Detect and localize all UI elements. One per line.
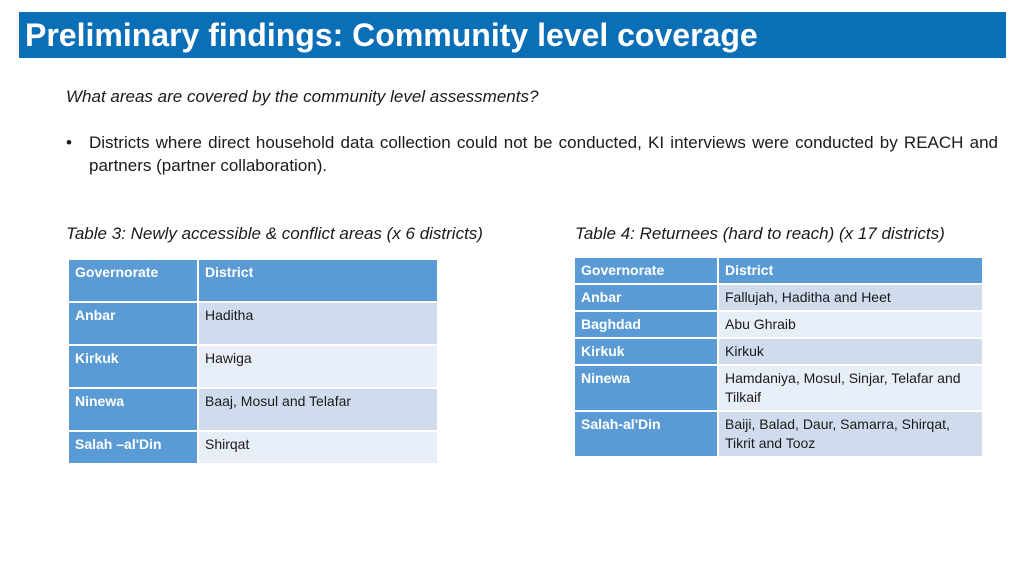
governorate-cell: Ninewa: [68, 388, 198, 431]
question-text: What areas are covered by the community level assessments?: [66, 87, 539, 106]
table-row: [68, 302, 438, 345]
header-district: District: [198, 259, 438, 302]
bullet-item: [66, 131, 998, 177]
table-row: [68, 345, 438, 388]
table4-caption: Table 4: Returnees (hard to reach) (x 17 districts): [575, 224, 945, 243]
district-cell: Hawiga: [198, 345, 438, 388]
table-row: [68, 388, 438, 431]
governorate-cell: Ninewa: [574, 365, 718, 411]
table-row: [574, 311, 983, 338]
bullet-text: Districts where direct household data collection could not be conducted, KI interviews were conducted by REACH and partners (partner collaboration).: [89, 133, 998, 175]
table-header-row: [574, 257, 983, 284]
page-title: Preliminary findings: Community level coverage: [25, 17, 758, 53]
table3-caption: Table 3: Newly accessible & conflict areas (x 6 districts): [66, 224, 483, 243]
header-governorate: Governorate: [574, 257, 718, 284]
governorate-cell: Anbar: [574, 284, 718, 311]
table-row: [68, 431, 438, 464]
district-cell: Fallujah, Haditha and Heet: [718, 284, 983, 311]
district-cell: Kirkuk: [718, 338, 983, 365]
governorate-cell: Baghdad: [574, 311, 718, 338]
table4: [573, 256, 984, 458]
table3: [67, 258, 439, 465]
header-governorate: Governorate: [68, 259, 198, 302]
table-row: [574, 284, 983, 311]
governorate-cell: Salah-al'Din: [574, 411, 718, 457]
district-cell: Haditha: [198, 302, 438, 345]
district-cell: Abu Ghraib: [718, 311, 983, 338]
table-header-row: [68, 259, 438, 302]
bullet-icon: •: [66, 133, 72, 152]
governorate-cell: Salah –al'Din: [68, 431, 198, 464]
district-cell: Baaj, Mosul and Telafar: [198, 388, 438, 431]
district-cell: Hamdaniya, Mosul, Sinjar, Telafar and Tilkaif: [718, 365, 983, 411]
governorate-cell: Anbar: [68, 302, 198, 345]
header-district: District: [718, 257, 983, 284]
table-row: [574, 411, 983, 457]
district-cell: Baiji, Balad, Daur, Samarra, Shirqat, Tikrit and Tooz: [718, 411, 983, 457]
governorate-cell: Kirkuk: [574, 338, 718, 365]
title-bar: [19, 12, 1006, 58]
table-row: [574, 365, 983, 411]
governorate-cell: Kirkuk: [68, 345, 198, 388]
table-row: [574, 338, 983, 365]
district-cell: Shirqat: [198, 431, 438, 464]
